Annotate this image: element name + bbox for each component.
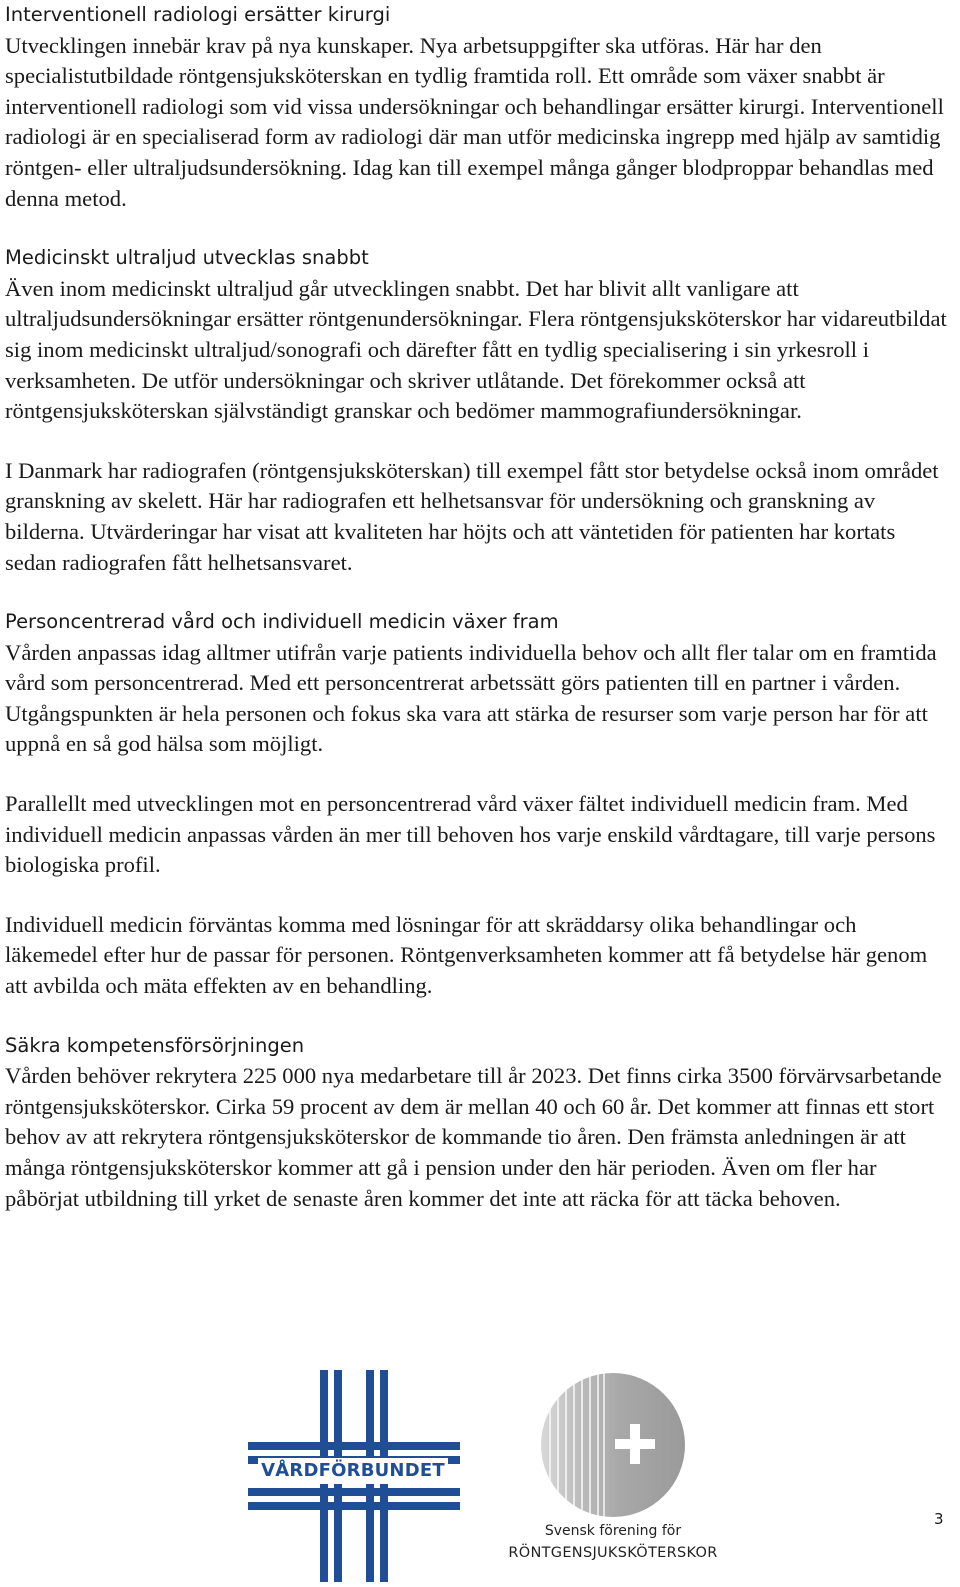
section-paragraph: Även inom medicinskt ultraljud går utvecklingen snabbt. Det har blivit allt vanligare att ultraljudsundersökningar ersätter röntgenundersökningar. Flera röntgensjuksköterskor har vidareutbildat sig inom medicinskt ultraljud/sonografi och därefter fått en tydlig specialisering i sin yrkesroll i verksamheten. De utför undersökningar och skriver utlåtande. Det förekommer också att röntgensjuksköterskan självständigt granskar och bedömer mammografiundersökningar. (5, 275, 947, 424)
vardforbundet-logo (248, 1370, 460, 1582)
section-heading: Personcentrerad vård och individuell medicin växer fram (5, 610, 559, 634)
vardforbundet-wordmark: VÅRDFÖRBUNDET (258, 1458, 448, 1484)
footer-logos (0, 1370, 960, 1587)
document-body (5, 0, 950, 1243)
section-paragraph: Parallellt med utvecklingen mot en personcentrerad vård växer fältet individuell medicin fram. Med individuell medicin anpassas vården än mer till behoven hos varje enskild vårdtagare, till varje persons biologiska profil. (5, 791, 936, 878)
section-medicinskt-ultraljud (5, 243, 950, 427)
section-heading: Medicinskt ultraljud utvecklas snabbt (5, 246, 369, 270)
section-paragraph: Individuell medicin förväntas komma med lösningar för att skräddarsy olika behandlingar och läkemedel efter hur de passar för personen. Röntgenverksamheten kommer att få betydelse här genom att avbilda och mäta effekten av en behandling. (5, 911, 928, 999)
sfr-emblem-icon (500, 1370, 726, 1520)
section-paragraph: Vården behöver rekrytera 225 000 nya medarbetare till år 2023. Det finns cirka 3500 förvärvsarbetande röntgensjuksköterskor. Cirka 59 procent av dem är mellan 40 och 60 år. Det kommer att finnas ett stort behov av att rekrytera röntgensjuksköterskor de kommande tio åren. Den främsta anledningen är att många röntgensjuksköterskor kommer att gå i pension under den här perioden. Även om fler har påbörjat utbildning till yrket de senaste åren kommer det inte att räcka för att täcka behoven. (5, 1063, 942, 1211)
section-paragraph: Vården anpassas idag alltmer utifrån varje patients individuella behov och allt fler talar om en framtida vård som personcentrerad. Med ett personcentrerat arbetssätt görs patienten till en partner i vården. Utgångspunkten är hela personen och fokus ska vara att stärka de resurser som varje person har för att uppnå en så god hälsa som möjligt. (5, 639, 937, 757)
section-kompetensforsorjning (5, 1031, 950, 1215)
section-individuell-medicin-losningar (5, 910, 950, 1002)
section-interventionell-radiologi (5, 0, 950, 214)
section-paragraph: Utvecklingen innebär krav på nya kunskaper. Nya arbetsuppgifter ska utföras. Här har den specialistutbildade röntgensjuksköterskan en tydlig framtida roll. Ett område som växer snabbt är interventionell radiologi som vid vissa undersökningar och behandlingar ersätter kirurgi. Interventionell radiologi är en specialiserad form av radiologi där man utför medicinska ingrepp med hjälp av samtidig röntgen- eller ultraljudsundersökning. Idag kan till exempel många gånger blodproppar behandlas med denna metod. (5, 32, 944, 211)
page-number: 3 (934, 1510, 944, 1528)
section-individuell-medicin (5, 789, 950, 881)
section-danmark (5, 456, 950, 578)
section-heading: Säkra kompetensförsörjningen (5, 1033, 305, 1057)
section-paragraph: I Danmark har radiografen (röntgensjuksköterskan) till exempel fått stor betydelse också inom området granskning av skelett. Här har radiografen ett helhetsansvar för undersökning och granskning av bilderna. Utvärderingar har visat att kvaliteten har höjts och att väntetiden för patienten har kortats sedan radiografen fått helhetsansvaret. (5, 457, 939, 575)
section-heading: Interventionell radiologi ersätter kirurgi (5, 3, 391, 26)
sfr-logo (500, 1370, 726, 1582)
section-personcentrerad-vard (5, 607, 950, 760)
sfr-wordmark-line2: RÖNTGENSJUKSKÖTERSKOR (508, 1545, 718, 1561)
sfr-wordmark-line1: Svensk förening för (544, 1523, 682, 1539)
